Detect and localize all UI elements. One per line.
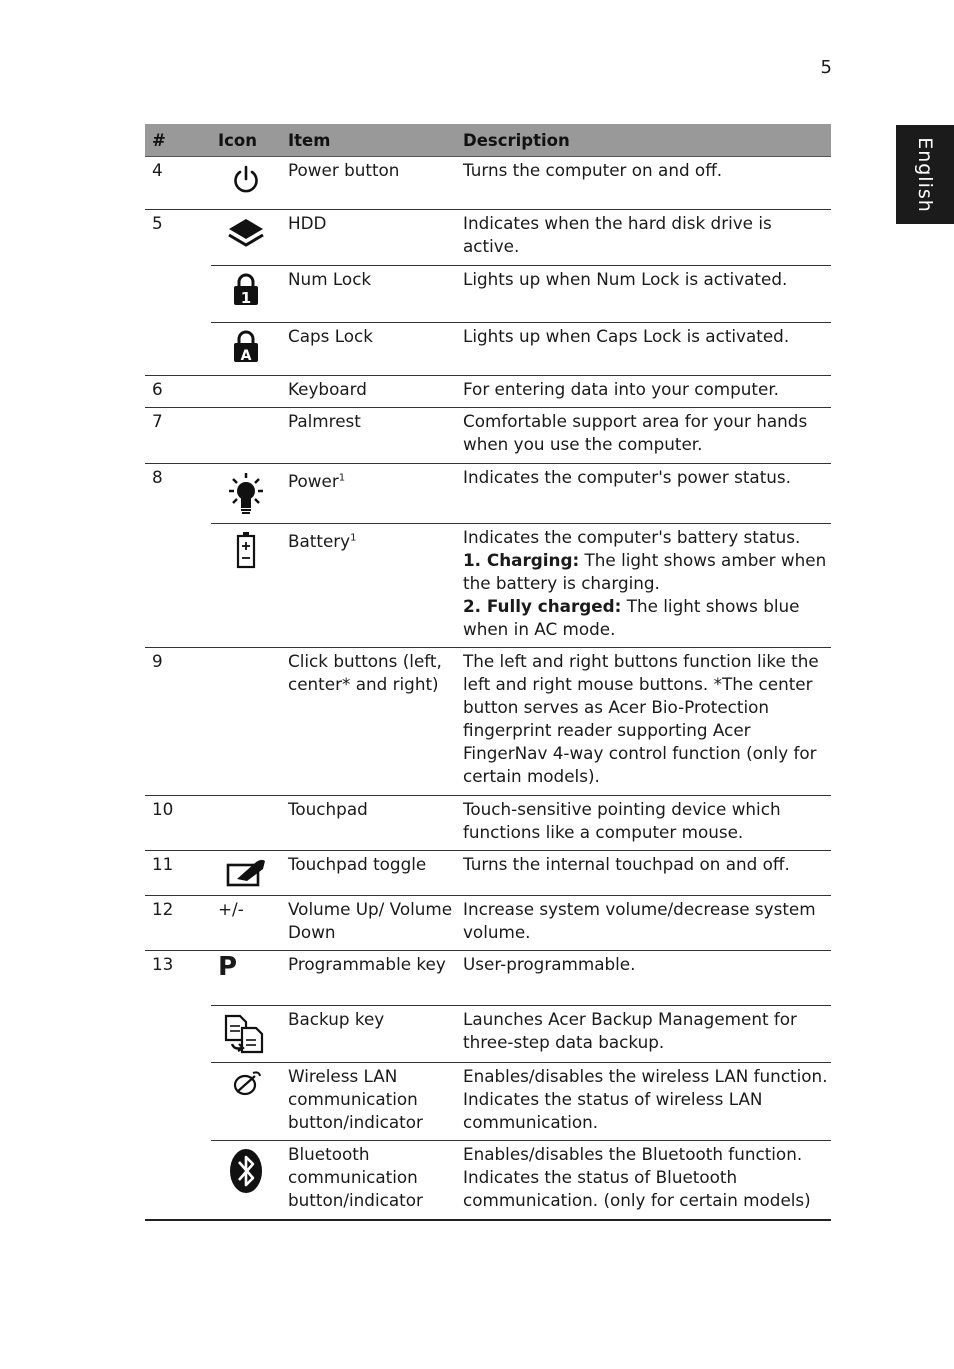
caps-lock-icon: [231, 329, 261, 363]
table-row: [145, 524, 831, 648]
row-description: User-programmable.: [456, 951, 831, 1006]
row-num: 9: [145, 648, 211, 796]
language-tab-label: English: [914, 136, 937, 213]
table-row: [145, 464, 831, 524]
table-row: [145, 1063, 831, 1141]
icon-cell: [211, 323, 281, 376]
row-description: The left and right buttons function like the left and right mouse buttons. *The center button serves as Acer Bio-Protection fingerprint reader supporting Acer FingerNav 4-way control function (only for certain models).: [456, 648, 831, 796]
page-number: 5: [820, 57, 832, 78]
row-num: 5: [145, 210, 211, 376]
icon-cell: [211, 376, 281, 408]
row-item: Caps Lock: [281, 323, 456, 376]
icon-cell: [211, 1141, 281, 1220]
row-description: Comfortable support area for your hands when you use the computer.: [456, 408, 831, 464]
table-row: [145, 648, 831, 796]
charging-text: The light shows amber when the battery is charging.: [463, 550, 827, 593]
svg-text:1: 1: [240, 289, 252, 306]
icon-cell: [211, 524, 281, 648]
bluetooth-icon: [228, 1147, 264, 1195]
table-row: [145, 851, 831, 896]
table-row: [145, 1141, 831, 1220]
icon-cell: [211, 464, 281, 524]
table-row: [145, 408, 831, 464]
volume-icon: +/-: [211, 896, 281, 951]
row-num: 6: [145, 376, 211, 408]
row-item: [281, 524, 456, 648]
table-header-row: [145, 124, 831, 157]
item-footnote: 1: [350, 532, 357, 544]
row-item: Keyboard: [281, 376, 456, 408]
icon-cell: [211, 851, 281, 896]
icon-cell: [211, 408, 281, 464]
language-tab: [896, 125, 954, 224]
row-item: Power button: [281, 157, 456, 210]
charging-label: 1. Charging:: [463, 550, 580, 570]
row-description: Indicates when the hard disk drive is active.: [456, 210, 831, 266]
row-item: Touchpad toggle: [281, 851, 456, 896]
row-num: 7: [145, 408, 211, 464]
hdd-icon: [226, 216, 266, 252]
row-description: Enables/disables the Bluetooth function. Indicates the status of Bluetooth communication. (only for certain models): [456, 1141, 831, 1220]
row-num: 4: [145, 157, 211, 210]
row-item: Touchpad: [281, 796, 456, 851]
row-item: Wireless LAN communication button/indicator: [281, 1063, 456, 1141]
fully-charged-text: The light shows blue when in AC mode.: [463, 596, 800, 639]
row-item: Programmable key: [281, 951, 456, 1006]
row-description: For entering data into your computer.: [456, 376, 831, 408]
row-description: Launches Acer Backup Management for three-step data backup.: [456, 1006, 831, 1063]
table-row: [145, 210, 831, 266]
row-item: HDD: [281, 210, 456, 266]
table-row: [145, 376, 831, 408]
table-row: [145, 1006, 831, 1063]
battery-icon: [235, 530, 257, 570]
svg-text:A: A: [240, 348, 252, 363]
row-item: Palmrest: [281, 408, 456, 464]
icon-cell: [211, 266, 281, 323]
row-description: Touch-sensitive pointing device which functions like a computer mouse.: [456, 796, 831, 851]
table-row: [145, 323, 831, 376]
fully-charged-note: [463, 595, 831, 641]
battery-status-text: Indicates the computer's battery status.: [463, 527, 801, 547]
row-description: Indicates the computer's power status.: [456, 464, 831, 524]
touchpad-toggle-icon: [225, 857, 267, 889]
icon-cell: [211, 210, 281, 266]
num-lock-icon: [231, 272, 261, 306]
programmable-key-icon: P: [211, 951, 281, 1006]
wireless-icon: [229, 1069, 263, 1099]
row-description: Enables/disables the wireless LAN function. Indicates the status of wireless LAN communication.: [456, 1063, 831, 1141]
table-row: [145, 796, 831, 851]
item-label: Power: [288, 471, 339, 491]
header-description: Description: [456, 124, 831, 157]
row-description: Increase system volume/decrease system volume.: [456, 896, 831, 951]
icon-cell: [211, 157, 281, 210]
row-description: Lights up when Num Lock is activated.: [456, 266, 831, 323]
row-description: [456, 524, 831, 648]
row-description: Lights up when Caps Lock is activated.: [456, 323, 831, 376]
item-label: Battery: [288, 531, 351, 551]
row-item: Click buttons (left, center* and right): [281, 648, 456, 796]
table-row: [145, 896, 831, 951]
indicator-table: [145, 124, 831, 1221]
icon-cell: [211, 1063, 281, 1141]
table-row: [145, 951, 831, 1006]
header-num: #: [145, 124, 211, 157]
row-description: Turns the internal touchpad on and off.: [456, 851, 831, 896]
header-item: Item: [281, 124, 456, 157]
row-description: Turns the computer on and off.: [456, 157, 831, 210]
row-item: Volume Up/ Volume Down: [281, 896, 456, 951]
row-num: 12: [145, 896, 211, 951]
row-item: Backup key: [281, 1006, 456, 1063]
power-light-icon: [224, 470, 268, 516]
icon-cell: [211, 1006, 281, 1063]
item-footnote: 1: [338, 472, 346, 484]
icon-cell: [211, 796, 281, 851]
table-row: [145, 157, 831, 210]
row-num: 11: [145, 851, 211, 896]
power-icon: [231, 163, 261, 195]
table-row: [145, 266, 831, 323]
row-item: Bluetooth communication button/indicator: [281, 1141, 456, 1220]
backup-icon: [222, 1012, 270, 1056]
row-num: 13: [145, 951, 211, 1220]
header-icon: Icon: [211, 124, 281, 157]
icon-cell: [211, 648, 281, 796]
row-item: [281, 464, 456, 524]
charging-note: [463, 549, 831, 595]
row-num: 8: [145, 464, 211, 648]
row-item: Num Lock: [281, 266, 456, 323]
row-num: 10: [145, 796, 211, 851]
fully-charged-label: 2. Fully charged:: [463, 596, 622, 616]
